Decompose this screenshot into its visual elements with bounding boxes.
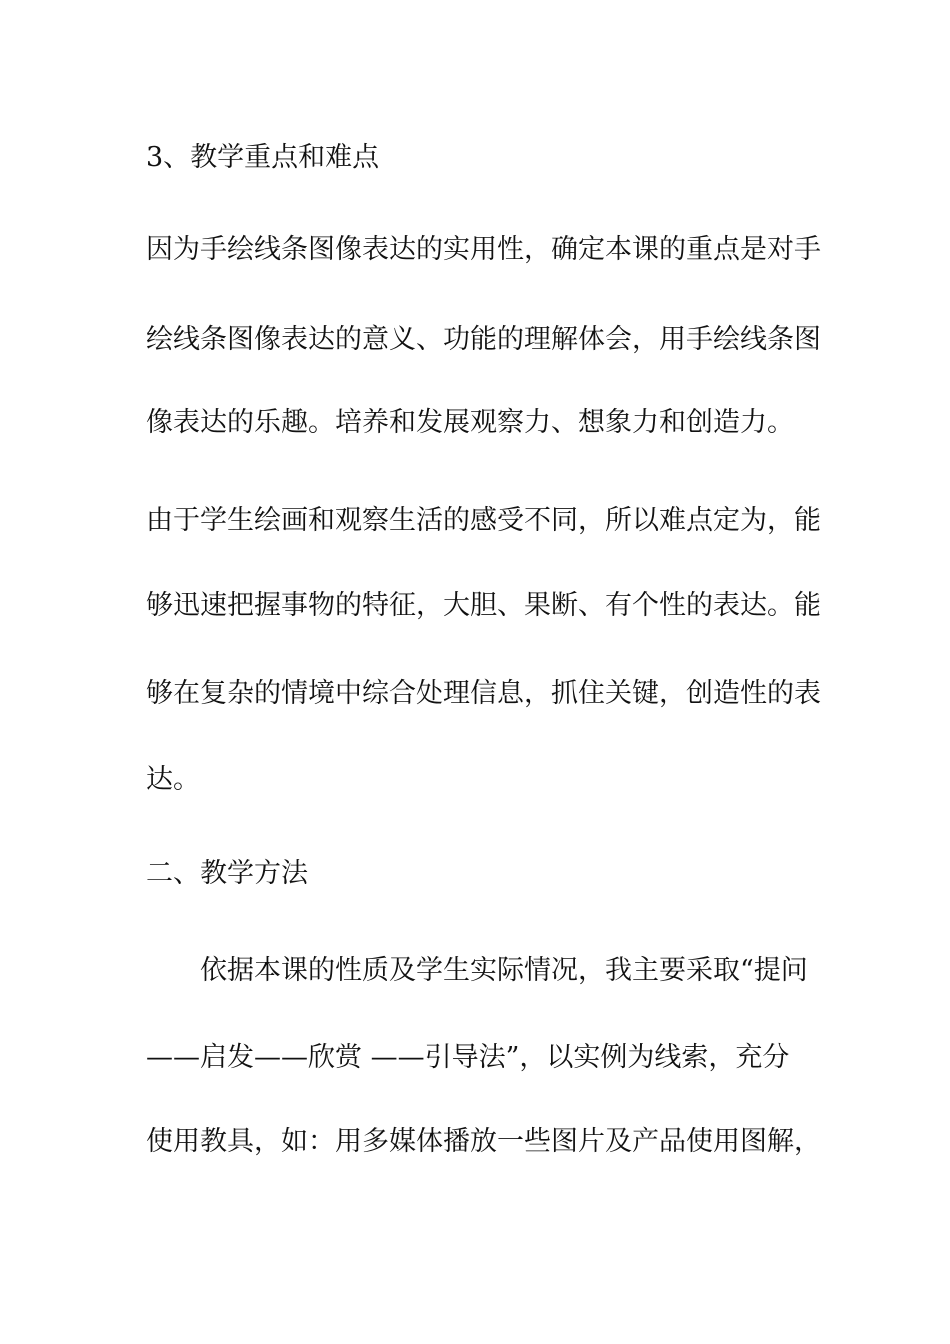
paragraph-line: 绘线条图像表达的意义、功能的理解体会，用手绘线条图 bbox=[146, 324, 821, 355]
paragraph-line: 依据本课的性质及学生实际情况，我主要采取“提问 bbox=[200, 955, 808, 986]
section-heading: 3、教学重点和难点 bbox=[146, 142, 380, 173]
paragraph-line: 使用教具，如：用多媒体播放一些图片及产品使用图解， bbox=[146, 1126, 821, 1157]
section-heading: 二、教学方法 bbox=[146, 858, 308, 889]
paragraph-line: 够在复杂的情境中综合处理信息，抓住关键，创造性的表 bbox=[146, 678, 821, 709]
paragraph-line: 像表达的乐趣。培养和发展观察力、想象力和创造力。 bbox=[146, 407, 794, 438]
paragraph-line: 够迅速把握事物的特征，大胆、果断、有个性的表达。能 bbox=[146, 590, 821, 621]
paragraph-line: 因为手绘线条图像表达的实用性，确定本课的重点是对手 bbox=[146, 234, 821, 265]
paragraph-line: ——启发——欣赏 ——引导法”，以实例为线索，充分 bbox=[146, 1042, 790, 1073]
paragraph-line: 由于学生绘画和观察生活的感受不同，所以难点定为，能 bbox=[146, 505, 821, 536]
paragraph-line: 达。 bbox=[146, 764, 200, 795]
